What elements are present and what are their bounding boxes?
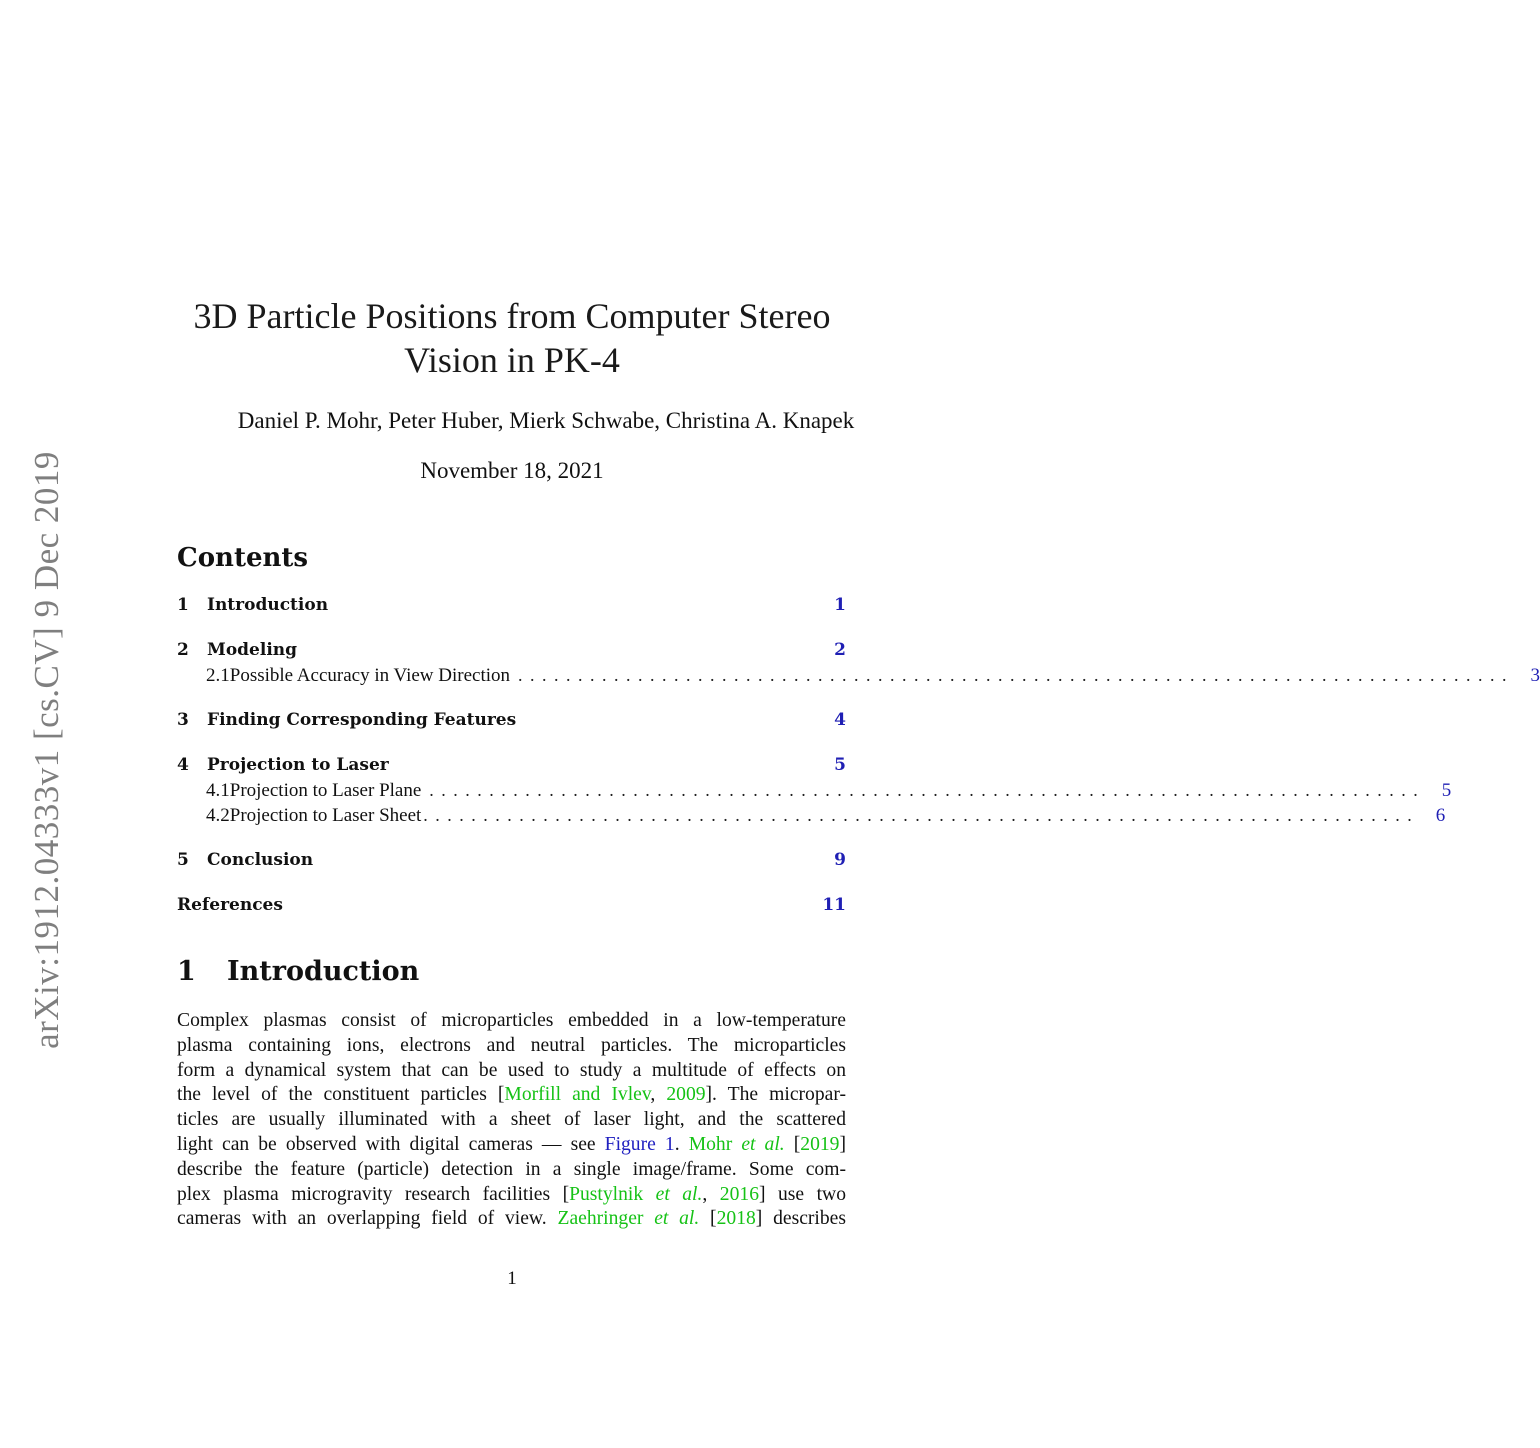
toc-number: 4.2 [206,805,230,826]
intro-paragraph [177,1009,846,1232]
toc-page-link[interactable]: 2 [834,640,846,660]
citation-link[interactable]: Mohr et al. [688,1133,785,1155]
contents-heading: Contents [177,543,309,573]
citation-year-link[interactable]: 2009 [666,1084,706,1106]
paper-title [0,294,1024,382]
toc-number: 4.1 [206,780,230,801]
title-line-1: 3D Particle Positions from Computer Stereo [193,296,831,336]
toc-entry-laser-sheet[interactable]: 4.2 Projection to Laser Sheet ................................................................................... 6 [206,805,1446,826]
toc-page-link[interactable]: 4 [834,710,846,730]
toc-title: Projection to Laser [207,755,389,775]
toc-title: References [177,895,283,915]
toc-page-link[interactable]: 6 [1435,805,1446,826]
paragraph-line: plex plasma microgravity research facilities [Pustylnik et al., 2016] use two [177,1183,846,1205]
toc-title: Projection to Laser Sheet [229,805,422,826]
paragraph-line: the level of the constituent particles [Morfill and Ivlev, 2009]. The micropar- [177,1084,847,1106]
toc-entry-references[interactable] [177,895,846,919]
toc-title: Finding Corresponding Features [207,710,517,730]
arxiv-stamp-text: arXiv:1912.04333v1 [cs.CV] 9 Dec 2019 [27,451,67,1049]
paragraph-line: plasma containing ions, electrons and neutral particles. The microparticles [177,1034,846,1056]
toc-entry-finding-features[interactable] [177,710,846,734]
toc-number: 4 [177,755,189,775]
toc-entry-introduction[interactable] [177,595,846,619]
toc-page-link[interactable]: 1 [834,595,846,615]
citation-year-link[interactable]: 2018 [716,1208,756,1230]
toc-entry-conclusion[interactable] [177,850,846,874]
title-line-2: Vision in PK-4 [404,340,620,380]
toc-number: 2 [177,640,189,660]
citation-year-link[interactable]: 2016 [719,1183,759,1205]
toc-page-link[interactable]: 9 [834,850,846,870]
toc-page-link[interactable]: 5 [1441,780,1452,801]
paragraph-line: light can be observed with digital cameras — see Figure 1. Mohr et al. [2019] [177,1133,846,1155]
paragraph-line: ticles are usually illuminated with a sheet of laser light, and the scattered [177,1109,846,1131]
citation-link[interactable]: Zaehringer et al. [557,1208,700,1230]
toc-entry-possible-accuracy[interactable]: 2.1 Possible Accuracy in View Direction ................................................................................... 3 [206,665,1540,686]
arxiv-stamp [27,451,67,1049]
citation-year-link[interactable]: 2019 [800,1133,840,1155]
date: November 18, 2021 [420,458,604,483]
toc-page-link[interactable]: 5 [834,755,846,775]
toc-entry-modeling[interactable] [177,640,846,664]
paragraph-line: form a dynamical system that can be used to study a multitude of effects on [177,1059,846,1081]
toc-title: Possible Accuracy in View Direction [229,665,511,686]
toc-page-link[interactable]: 11 [822,895,846,915]
toc-number: 2.1 [206,665,230,686]
section-heading-introduction [177,954,419,990]
paragraph-line: describe the feature (particle) detection in a single image/frame. Some com- [177,1158,846,1180]
citation-link[interactable]: Pustylnik et al. [569,1183,703,1205]
toc-number: 1 [177,595,189,615]
toc-number: 5 [177,850,189,870]
toc-entry-projection-to-laser[interactable] [177,755,846,779]
authors: Daniel P. Mohr, Peter Huber, Mierk Schwabe, Christina A. Knapek [237,408,855,433]
toc-title: Projection to Laser Plane [229,780,422,801]
toc-title: Modeling [207,640,298,660]
toc-number: 3 [177,710,189,730]
paragraph-line: Complex plasmas consist of microparticles embedded in a low-temperature [177,1010,846,1031]
citation-link[interactable]: Morfill and Ivlev [504,1084,651,1106]
section-number: 1 [177,956,196,987]
paragraph-line: cameras with an overlapping field of view. Zaehringer et al. [2018] describes [177,1208,846,1230]
page-number: 1 [507,1268,517,1289]
toc-title: Introduction [207,595,329,615]
toc-title: Conclusion [207,850,314,870]
section-title: Introduction [227,956,420,987]
toc-page-link[interactable]: 3 [1530,665,1540,686]
toc-entry-laser-plane[interactable]: 4.1 Projection to Laser Plane ................................................................................... 5 [206,780,1452,801]
figure-ref-link[interactable]: Figure 1 [604,1133,675,1155]
